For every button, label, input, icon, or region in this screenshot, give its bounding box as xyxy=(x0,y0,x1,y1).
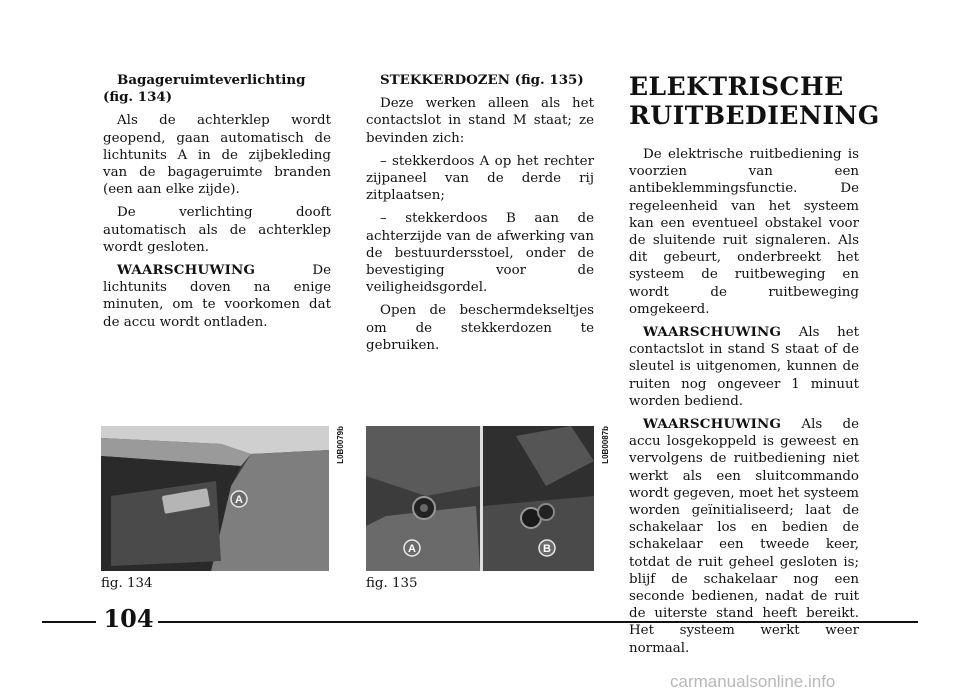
heading-ref: (fig. 134) xyxy=(103,89,173,106)
label-a: A xyxy=(408,543,416,555)
section-heading: STEKKERDOZEN (fig. 135) xyxy=(380,72,584,88)
section-heading xyxy=(103,72,331,106)
power-sockets-illustration xyxy=(366,426,594,571)
footer-rule-right xyxy=(158,621,918,623)
paragraph: De verlichting dooft automatisch als de achterklep wordt gesloten. xyxy=(103,205,331,255)
paragraph: Open de beschermdekseltjes om de stekkerdozen te gebruiken. xyxy=(366,303,594,353)
paragraph: – stekkerdoos B aan de achterzijde van de afwerking van de bestuurdersstoel, onder de bevestiging voor de veiligheidsgordel. xyxy=(366,211,594,296)
warning-text: Als de accu losgekoppeld is geweest en vervolgens de ruitbediening niet werkt als een sluitcommando wordt gegeven, moet het systeem worden geïnitialiseerd; laat de schakelaar los en bedien de schakelaar een tweede keer, totdat de ruit geheel gesloten is; blijf de schakelaar nog een seconde bedienen, nadat de ruit de uiterste stand heeft bereikt. Het systeem werkt weer normaal. xyxy=(629,417,859,656)
paragraph: – stekkerdoos A op het rechter zijpaneel van de derde rij zitplaatsen; xyxy=(366,153,594,204)
chapter-title-line1: ELEKTRISCHE xyxy=(629,72,844,101)
column-power-windows xyxy=(629,72,880,663)
paragraph: Als de achterklep wordt geopend, gaan automatisch de lichtunits A in de zijbekleding van de bagageruimte branden (een aan elke zijde). xyxy=(103,113,331,198)
paragraph: Deze werken alleen als het contactslot in stand M staat; ze bevinden zich: xyxy=(366,96,594,146)
chapter-title xyxy=(629,72,880,130)
page-number: 104 xyxy=(103,604,154,633)
warning-label: WAARSCHUWING xyxy=(117,262,256,279)
watermark: carmanualsonline.info xyxy=(670,672,836,691)
column-sockets xyxy=(366,72,594,360)
warning-label: WAARSCHUWING xyxy=(643,416,782,433)
warning-text: De lichtunits doven na enige minuten, om te voorkomen dat de accu wordt ontladen. xyxy=(103,263,331,330)
warning-paragraph xyxy=(103,262,331,331)
figure-caption: fig. 134 xyxy=(101,576,153,591)
warning-text: Als het contactslot in stand S staat of de sleutel is uitgenomen, kunnen de ruiten nog ongeveer 1 minuut worden bediend. xyxy=(629,325,859,409)
chapter-title-line2: RUITBEDIENING xyxy=(629,101,880,130)
warning-label: WAARSCHUWING xyxy=(643,324,782,341)
label-a: A xyxy=(235,494,243,506)
figure-135-photo xyxy=(366,426,594,571)
paragraph: De elektrische ruitbediening is voorzien van een antibeklemmingsfunctie. De regeleenheid van het systeem kan een eventueel obstakel voor de sluitende ruit signaleren. Als dit gebeurt, onderbreekt het systeem de ruitbeweging en wordt de ruitbeweging omgekeerd. xyxy=(629,147,859,317)
warning-paragraph xyxy=(629,324,859,410)
figure-code: L0B0087b xyxy=(601,426,610,464)
heading-text: Bagageruimteverlichting xyxy=(117,72,306,88)
luggage-compartment-illustration xyxy=(101,426,329,571)
footer-rule-left xyxy=(42,621,96,623)
column-luggage-light xyxy=(103,72,331,337)
figure-caption: fig. 135 xyxy=(366,576,418,591)
figure-134-photo xyxy=(101,426,329,571)
label-b: B xyxy=(543,543,551,555)
figure-code: L0B0079b xyxy=(336,426,345,464)
